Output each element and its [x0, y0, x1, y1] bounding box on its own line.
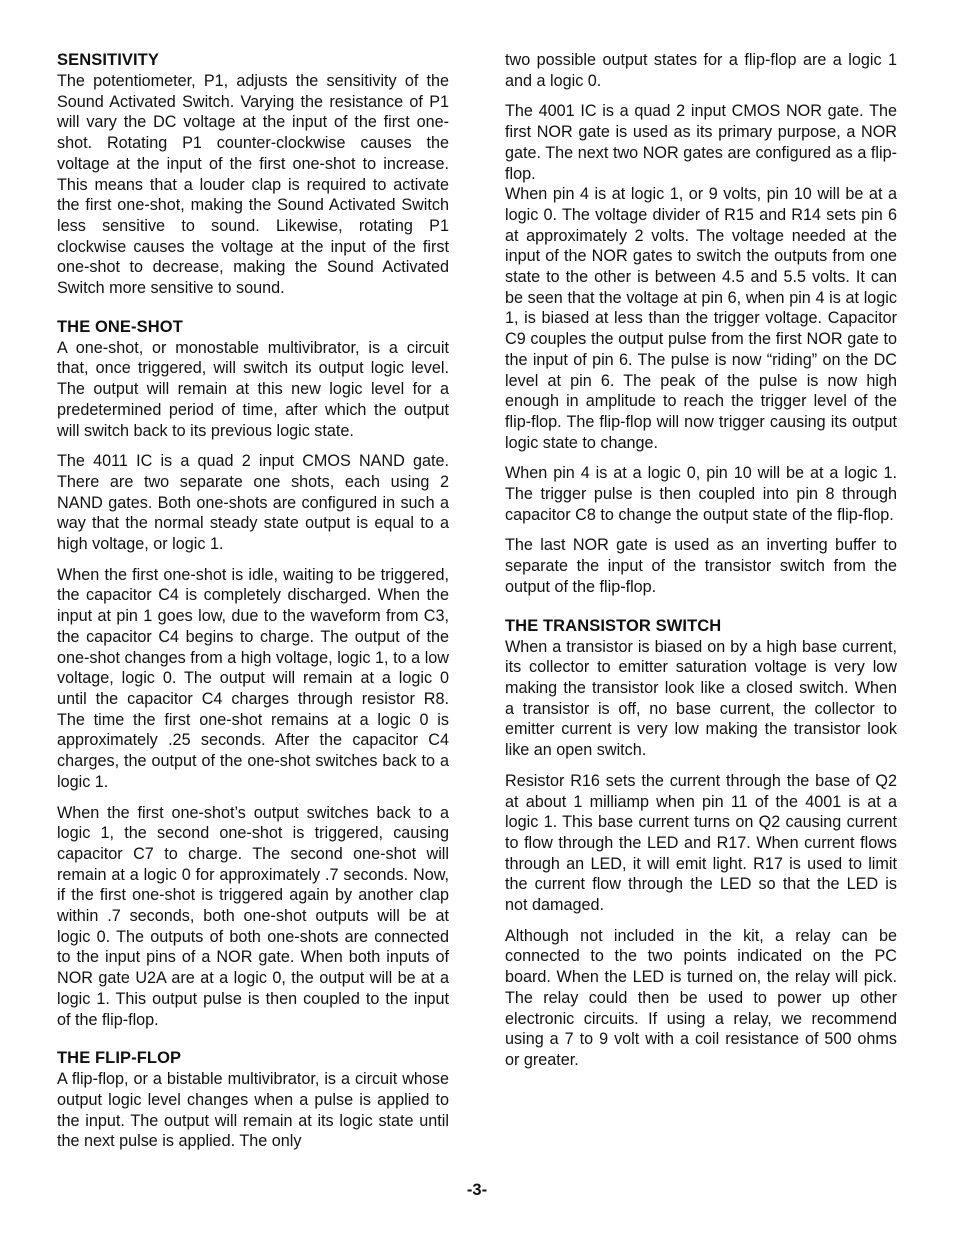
- paragraph: When the first one-shot’s output switches back to a logic 1, the second one-shot is triggered, causing capacitor C7 to charge. The second one-shot will remain at a logic 0 for approximately .7 seconds. Now, if the first one-shot is triggered again by another clap within .7 seconds, both one-shot outputs will be at logic 0. The outputs of both one-shots are connected to the input pins of a NOR gate. When both inputs of NOR gate U2A are at a logic 0, the output will be at a logic 1. This output pulse is then coupled to the input of the flip-flop.: [57, 803, 449, 1029]
- section-heading: THE FLIP-FLOP: [57, 1049, 182, 1068]
- paragraph: Resistor R16 sets the current through the base of Q2 at about 1 milliamp when pin 11 of the 4001 is at a logic 1. This base current turns on Q2 causing current to flow through the LED and R17. When current flows through an LED, it will emit light. R17 is used to limit the current flow through the LED so that the LED is not damaged.: [505, 771, 897, 915]
- left-column: [57, 50, 449, 1152]
- right-column: [505, 50, 897, 1071]
- section-flip-flop-continued: [505, 50, 897, 598]
- section-heading: SENSITIVITY: [57, 51, 159, 69]
- paragraph: A one-shot, or monostable multivibrator, is a circuit that, once triggered, will switch its output logic level. The output will remain at this new logic level for a predetermined period of time, after which the output will switch back to its previous logic state.: [57, 338, 449, 440]
- paragraph: The 4011 IC is a quad 2 input CMOS NAND gate. There are two separate one shots, each using 2 NAND gates. Both one-shots are configured in such a way that the normal steady state output is equal to a high voltage, or logic 1.: [57, 452, 449, 554]
- section-flip-flop: [57, 1048, 449, 1152]
- page-number: -3-: [466, 1181, 488, 1199]
- paragraph: When a transistor is biased on by a high base current, its collector to emitter saturation voltage is very low making the transistor look like a closed switch. When a transistor is off, no base current, the collector to emitter current is very low making the transistor look like an open switch.: [505, 637, 897, 760]
- section-one-shot: [57, 317, 449, 1031]
- paragraph: When pin 4 is at logic 1, or 9 volts, pin 10 will be at a logic 0. The voltage divider of R15 and R14 sets pin 6 at approximately 2 volts. The voltage needed at the input of the NOR gates to switch the outputs from one state to the other is between 4.5 and 5.5 volts. It can be seen that the voltage at pin 6, when pin 4 is at logic 1, is biased at less than the trigger voltage. Capacitor C9 couples the output pulse from the first NOR gate to the input of pin 6. The pulse is now “riding” on the DC level at pin 6. The peak of the pulse is now high enough in amplitude to reach the trigger level of the flip-flop. The flip-flop will now trigger causing its output logic state to change.: [505, 185, 897, 452]
- paragraph: The last NOR gate is used as an inverting buffer to separate the input of the transistor switch from the output of the flip-flop.: [505, 536, 897, 596]
- section-transistor-switch: [505, 616, 897, 1071]
- paragraph: Although not included in the kit, a relay can be connected to the two points indicated on the PC board. When the LED is turned on, the relay will pick. The relay could then be used to power up other electronic circuits. If using a relay, we recommend using a 7 to 9 volt with a coil resistance of 500 ohms or greater.: [505, 926, 897, 1069]
- paragraph: When pin 4 is at a logic 0, pin 10 will be at a logic 1. The trigger pulse is then coupled into pin 8 through capacitor C8 to change the output state of the flip-flop.: [505, 464, 897, 524]
- section-heading: THE TRANSISTOR SWITCH: [505, 616, 722, 635]
- section-sensitivity: [57, 50, 449, 299]
- paragraph: two possible output states for a flip-flop are a logic 1 and a logic 0.: [505, 51, 897, 90]
- paragraph: The potentiometer, P1, adjusts the sensitivity of the Sound Activated Switch. Varying the resistance of P1 will vary the DC voltage at the input of the first one-shot. Rotating P1 counter-clockwise causes the voltage at the input of the first one-shot to increase. This means that a louder clap is required to activate the first one-shot, making the Sound Activated Switch less sensitive to sound. Likewise, rotating P1 clockwise causes the voltage at the input of the first one-shot to decrease, making the Sound Activated Switch more sensitive to sound.: [57, 72, 449, 298]
- paragraph: A flip-flop, or a bistable multivibrator, is a circuit whose output logic level changes when a pulse is applied to the input. The output will remain at its logic state until the next pulse is applied. The only: [57, 1070, 449, 1151]
- paragraph: The 4001 IC is a quad 2 input CMOS NOR gate. The first NOR gate is used as its primary purpose, a NOR gate. The next two NOR gates are configured as a flip-flop.: [505, 102, 897, 183]
- section-heading: THE ONE-SHOT: [57, 317, 183, 336]
- paragraph: When the first one-shot is idle, waiting to be triggered, the capacitor C4 is completely discharged. When the input at pin 1 goes low, due to the waveform from C3, the capacitor C4 begins to charge. The output of the one-shot changes from a high voltage, logic 1, to a low voltage, logic 0. The output will remain at a logic 0 until the capacitor C4 charges through resistor R8. The time the first one-shot remains at a logic 0 is approximately .25 seconds. After the capacitor C4 charges, the output of the one-shot switches back to a logic 1.: [57, 565, 449, 791]
